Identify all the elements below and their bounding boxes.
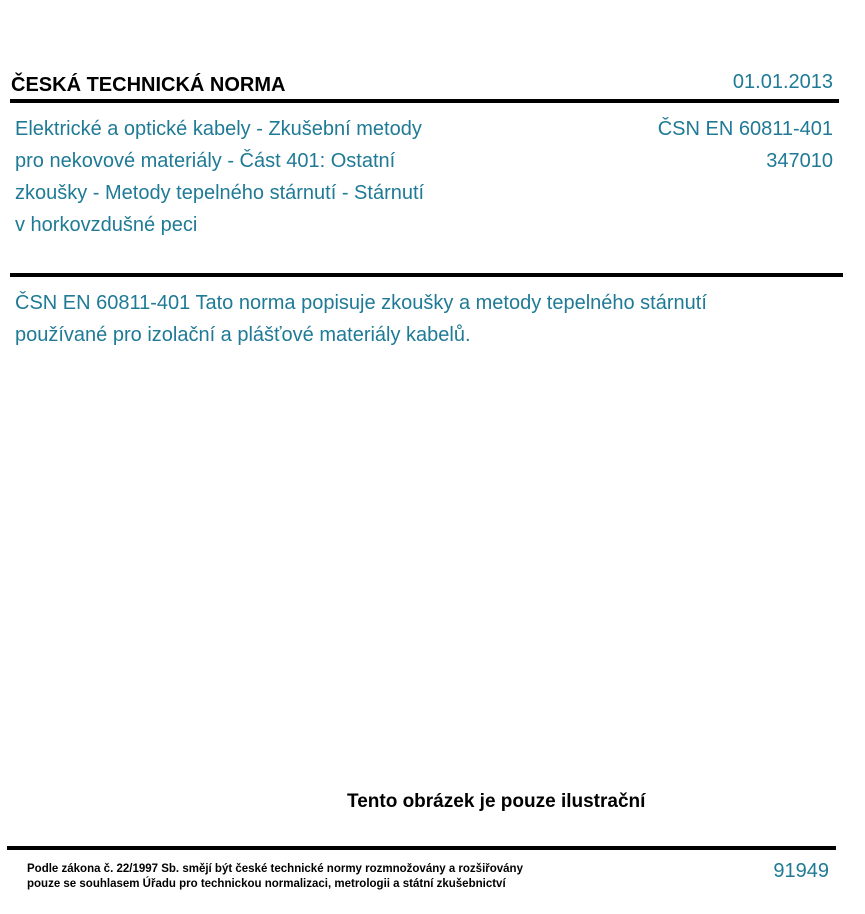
class-number: 347010 xyxy=(766,150,833,172)
description-line: ČSN EN 60811-401 Tato norma popisuje zkoušky a metody tepelného stárnutí xyxy=(15,292,707,314)
description-line: používané pro izolační a plášťové materiály kabelů. xyxy=(15,324,471,346)
standard-code: ČSN EN 60811-401 xyxy=(657,118,833,140)
illustration-note: Tento obrázek je pouze ilustrační xyxy=(347,791,646,812)
top-divider xyxy=(10,99,839,103)
standard-title-line: zkoušky - Metody tepelného stárnutí - Stárnutí xyxy=(15,182,425,204)
legal-line: Podle zákona č. 22/1997 Sb. smějí být české technické normy rozmnožovány a rozšiřovány xyxy=(27,863,523,875)
standard-identifiers xyxy=(658,113,833,177)
standard-title-line: Elektrické a optické kabely - Zkušební metody xyxy=(15,118,422,140)
standard-title xyxy=(15,113,475,241)
bottom-divider xyxy=(7,846,836,850)
standard-description xyxy=(15,287,815,351)
middle-divider xyxy=(10,273,843,277)
catalog-number: 91949 xyxy=(773,860,829,882)
issue-date: 01.01.2013 xyxy=(732,71,833,93)
legal-line: pouze se souhlasem Úřadu pro technickou normalizaci, metrologii a státní zkušebnictví xyxy=(27,878,506,890)
standard-title-line: v horkovzdušné peci xyxy=(15,214,198,236)
document-heading: ČESKÁ TECHNICKÁ NORMA xyxy=(11,74,286,96)
standard-title-line: pro nekovové materiály - Část 401: Ostatní xyxy=(15,150,396,172)
legal-notice xyxy=(27,862,587,892)
